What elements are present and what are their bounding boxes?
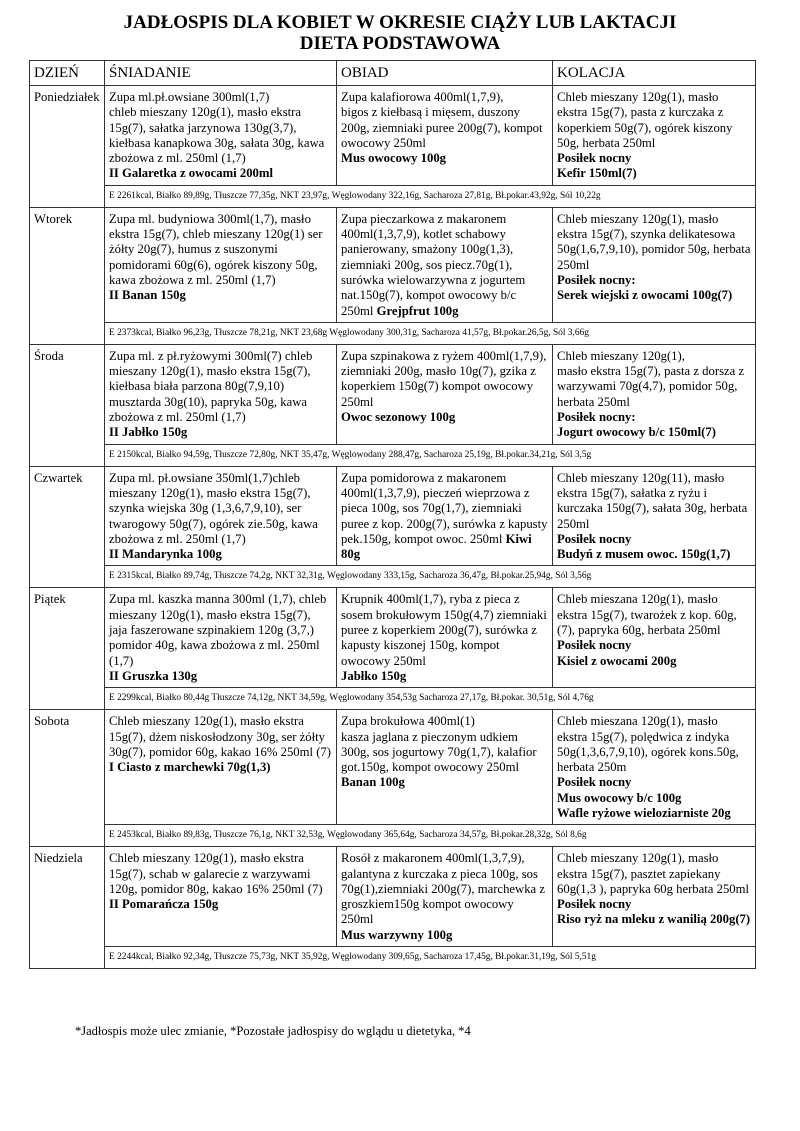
breakfast-cell xyxy=(105,847,337,947)
dinner-extra-item: Posiłek nocny: xyxy=(557,272,636,287)
lunch-text: Zupa pieczarkowa z makaronem 400ml(1,3,7,9), kotlet schabowy panierowany, smażony 100g(1,3), ziemniaki 200g, sos piecz.70g(1), surówka wielowarzywna z jogurtem nat.150g(7), kompot owocowy b/c 250ml Grejpfrut 100g xyxy=(341,211,526,318)
dinner-extra-item: Posiłek nocny xyxy=(557,531,632,546)
dinner-cell xyxy=(553,344,756,444)
dinner-extra-item: Jogurt owocowy b/c 150ml(7) xyxy=(557,425,716,440)
dinner-text: Chleb mieszany 120g(11), masło ekstra 15g(7), sałatka z ryżu i kurczaka 150g(7), sałata 30g, herbata 250ml xyxy=(557,470,748,531)
breakfast-cell xyxy=(105,207,337,322)
nutrition-info: E 2261kcal, Białko 89,89g, Tłuszcze 77,35g, NKT 23,97g, Węglowodany 322,16g, Sacharoza 27,81g, Bł.pokar.43,92g, Sól 10,22g xyxy=(105,185,756,207)
day-name: Niedziela xyxy=(30,847,105,969)
breakfast-text: chleb mieszany 120g(1), masło ekstra 15g(7), sałatka jarzynowa 130g(3,7), kiełbasa kanapkowa 30g, sałata 30g, kawa zbożowa z ml. 250ml (1,7) xyxy=(109,105,325,166)
breakfast-text: Zupa ml. budyniowa 300ml(1,7), masło ekstra 15g(7), chleb mieszany 120g(1) ser żółty 20g(7), humus z suszonymi pomidorami 60g(6), ogórek kiszony 50g, kawa zbożowa z ml. 250ml (1,7) xyxy=(109,211,323,287)
lunch-cell xyxy=(337,86,553,186)
dinner-cell xyxy=(553,86,756,186)
nutrition-row xyxy=(30,947,756,969)
dinner-extra-item: Mus owocowy b/c 100g xyxy=(557,790,682,805)
dinner-extra-item: Posiłek nocny: xyxy=(557,410,636,425)
lunch-text: Zupa szpinakowa z ryżem 400ml(1,7,9), ziemniaki 200g, masło 10g(7), gzika z koperkiem 150g(7) kompot owocowy 250ml xyxy=(341,348,547,409)
breakfast-cell xyxy=(105,588,337,688)
breakfast-text: Zupa ml.pł.owsiane 300ml(1,7) xyxy=(109,90,270,104)
day-row xyxy=(30,344,756,444)
breakfast-extra-item: II Banan 150g xyxy=(109,288,186,303)
header-breakfast: ŚNIADANIE xyxy=(105,61,337,86)
dinner-extra-item: Kefir 150ml(7) xyxy=(557,166,637,181)
dinner-text: Chleb mieszana 120g(1), masło ekstra 15g(7), twarożek z kop. 60g,(7), papryka 60g, herbata 250ml xyxy=(557,592,737,638)
lunch-cell xyxy=(337,466,553,566)
lunch-cell xyxy=(337,710,553,825)
lunch-text: Rosół z makaronem 400ml(1,3,7,9), galantyna z kurczaka z pieca 100g, sos 70g(1),ziemniaki 200g(7), marchewka z groszkiem150g kompot owocowy 250ml xyxy=(341,851,545,927)
day-row xyxy=(30,86,756,186)
nutrition-info: E 2453kcal, Białko 89,83g, Tłuszcze 76,1g, NKT 32,53g, Węglowodany 365,64g, Sacharoza 34,57g, Bł.pokar.28,32g, Sól 8,6g xyxy=(105,825,756,847)
breakfast-extra-item: II Galaretka z owocami 200ml xyxy=(109,166,273,181)
lunch-extra-item: Mus warzywny 100g xyxy=(341,927,453,942)
breakfast-text: Zupa ml. pł.owsiane 350ml(1,7)chleb mieszany 120g(1), masło ekstra 15g(7), szynka wiejska 30g (1,3,6,7,9,10), ser twarogowy 50g(7), ogórek zie.50g, kawa zbożowa z ml. 250ml (1,7) xyxy=(109,470,318,546)
header-lunch: OBIAD xyxy=(337,61,553,86)
lunch-text: bigos z kiełbasą i mięsem, duszony 200g, ziemniaki puree 200g(7), kompot owocowy 250ml xyxy=(341,105,543,150)
breakfast-extra-item: I Ciasto z marchewki 70g(1,3) xyxy=(109,760,271,775)
lunch-extra-item: Jabłko 150g xyxy=(341,668,407,683)
dinner-cell xyxy=(553,847,756,947)
day-name: Poniedziałek xyxy=(30,86,105,208)
header-dinner: KOLACJA xyxy=(553,61,756,86)
lunch-cell xyxy=(337,344,553,444)
dinner-text: Chleb mieszany 120g(1), masło ekstra 15g(7), pasztet zapiekany 60g(1,3 ), papryka 60g herbata 250ml Posiłek nocny xyxy=(557,851,750,912)
dinner-text: Chleb mieszany 120g(1), masło ekstra 15g(7), szynka delikatesowa 50g(1,6,7,9,10), pomidor 50g, herbata 250ml xyxy=(557,211,751,272)
breakfast-cell xyxy=(105,710,337,825)
lunch-text: Krupnik 400ml(1,7), ryba z pieca z sosem brokułowym 150g(4,7) ziemniaki puree z koperkiem 200g(7), surówka z kapusty kiszonej 150g, kompot owocowy 250ml xyxy=(341,592,547,668)
nutrition-row xyxy=(30,322,756,344)
nutrition-row xyxy=(30,185,756,207)
footer-note: *Jadłospis może ulec zmianie, *Pozostałe jadłospisy do wglądu u dietetyka, *4 xyxy=(75,1024,471,1038)
title-line-1: JADŁOSPIS DLA KOBIET W OKRESIE CIĄŻY LUB LAKTACJI xyxy=(123,12,677,33)
day-name: Czwartek xyxy=(30,466,105,588)
breakfast-text: Chleb mieszany 120g(1), masło ekstra 15g(7), dżem niskosłodzony 30g, ser żółty 30g(7), pomidor 60g, kakao 16% 250ml (7) xyxy=(109,714,331,759)
lunch-text: Zupa pomidorowa z makaronem 400ml(1,3,7,9), pieczeń wieprzowa z pieca 100g, sos 70g(1,7), ziemniaki puree z kop. 200g(7), surówka z kapusty pek.150g, kompot owoc. 250ml Kiwi 80g xyxy=(341,470,548,562)
breakfast-text: Zupa ml. z pł.ryżowymi 300ml(7) chleb mieszany 120g(1), masło ekstra 15g(7), kiełbasa biała parzona 80g(7,9,10) musztarda 30g(10), papryka 50g, kawa zbożowa z ml. 250ml (1,7) xyxy=(109,348,313,425)
dinner-extra-item: Posiłek nocny xyxy=(557,638,632,653)
menu-body xyxy=(30,86,756,969)
breakfast-extra-item: II Gruszka 130g xyxy=(109,668,198,683)
dinner-text: masło ekstra 15g(7), pasta z dorsza z warzywami 70g(4,7), pomidor 50g, herbata 250ml xyxy=(557,364,745,409)
breakfast-extra-item: II Pomarańcza 150g xyxy=(109,897,219,912)
nutrition-row xyxy=(30,825,756,847)
nutrition-row xyxy=(30,688,756,710)
lunch-text: kasza jaglana z pieczonym udkiem 300g, sos jogurtowy 70g(1,7), kalafior got.150g, kompot owocowy 250ml xyxy=(341,729,537,775)
breakfast-extra-item: II Jabłko 150g xyxy=(109,425,188,440)
day-row xyxy=(30,207,756,322)
lunch-text: Zupa kalafiorowa 400ml(1,7,9), xyxy=(341,90,504,104)
nutrition-info: E 2373kcal, Białko 96,23g, Tłuszcze 78,21g, NKT 23,68g Węglowodany 300,31g, Sacharoza 41,57g, Bł.pokar.26,5g, Sól 3,66g xyxy=(105,322,756,344)
day-row xyxy=(30,466,756,566)
nutrition-row xyxy=(30,444,756,466)
lunch-extra-item: Banan 100g xyxy=(341,775,405,790)
lunch-text: Zupa brokułowa 400ml(1) xyxy=(341,714,475,729)
nutrition-info: E 2244kcal, Białko 92,34g, Tłuszcze 75,73g, NKT 35,92g, Węglowodany 309,65g, Sacharoza 17,45g, Bł.pokar.31,19g, Sól 5,51g xyxy=(105,947,756,969)
day-name: Wtorek xyxy=(30,207,105,344)
nutrition-row xyxy=(30,566,756,588)
lunch-extra-item: Kiwi 80g xyxy=(341,531,532,562)
dinner-extra-item: Riso ryż na mleku z wanilią 200g(7) xyxy=(557,912,751,927)
dinner-extra-item: Posiłek nocny xyxy=(557,775,632,790)
dinner-extra-item: Wafle ryżowe wieloziarniste 20g xyxy=(557,805,731,820)
dinner-cell xyxy=(553,207,756,322)
day-row xyxy=(30,588,756,688)
dinner-cell xyxy=(553,710,756,825)
lunch-cell xyxy=(337,588,553,688)
document-title xyxy=(0,12,800,54)
dinner-text: Chleb mieszana 120g(1), masło ekstra 15g(7), polędwica z indyka 50g(1,3,6,7,9,10), ogórek kons.50g, herbata 250m xyxy=(557,714,739,775)
breakfast-text: Zupa ml. kaszka manna 300ml (1,7), chleb mieszany 120g(1), masło ekstra 15g(7), jaja faszerowane szpinakiem 120g (3,7,) pomidor 40g, kawa zbożowa z ml. 250ml (1,7) xyxy=(109,592,327,668)
dinner-cell xyxy=(553,588,756,688)
nutrition-info: E 2315kcal, Białko 89,74g, Tłuszcze 74,2g, NKT 32,31g, Węglowodany 333,15g, Sacharoza 36,47g, Bł.pokar.25,94g, Sól 3,56g xyxy=(105,566,756,588)
day-name: Sobota xyxy=(30,710,105,847)
nutrition-info: E 2150kcal, Białko 94,59g, Tłuszcze 72,80g, NKT 35,47g, Węglowodany 288,47g, Sacharoza 25,19g, Bł.pokar.34,21g, Sól 3,5g xyxy=(105,444,756,466)
menu-table xyxy=(29,60,756,969)
dinner-extra-item: Posiłek nocny xyxy=(557,151,632,166)
breakfast-cell xyxy=(105,344,337,444)
lunch-extra-item: Grejpfrut 100g xyxy=(376,303,459,318)
breakfast-cell xyxy=(105,86,337,186)
day-name: Środa xyxy=(30,344,105,466)
dinner-extra-item: Posiłek nocny xyxy=(557,897,632,912)
nutrition-info: E 2299kcal, Białko 80,44g Tłuszcze 74,12g, NKT 34,59g, Węglowodany 354,53g Sacharoza 27,17g, Bł.pokar. 30,51g, Sól 4,76g xyxy=(105,688,756,710)
header-row xyxy=(30,61,756,86)
breakfast-extra-item: II Mandarynka 100g xyxy=(109,547,222,562)
lunch-cell xyxy=(337,847,553,947)
day-row xyxy=(30,847,756,947)
breakfast-text: Chleb mieszany 120g(1), masło ekstra 15g(7), schab w galarecie z warzywami 120g, pomidor 80g, kakao 16% 250ml (7) xyxy=(109,851,323,896)
header-day: DZIEŃ xyxy=(30,61,105,86)
dinner-extra-item: Kisiel z owocami 200g xyxy=(557,653,677,668)
lunch-extra-item: Owoc sezonowy 100g xyxy=(341,410,456,425)
day-row xyxy=(30,710,756,825)
dinner-text: Chleb mieszany 120g(1), masło ekstra 15g(7), pasta z kurczaka z koperkiem 50g(7), ogórek kiszony 50g, herbata 250ml xyxy=(557,90,733,150)
dinner-cell xyxy=(553,466,756,566)
breakfast-cell xyxy=(105,466,337,566)
lunch-extra-item: Mus owocowy 100g xyxy=(341,151,447,166)
dinner-text: Chleb mieszany 120g(1), xyxy=(557,348,685,363)
lunch-cell xyxy=(337,207,553,322)
day-name: Piątek xyxy=(30,588,105,710)
dinner-extra-item: Serek wiejski z owocami 100g(7) xyxy=(557,288,733,303)
dinner-extra-item: Budyń z musem owoc. 150g(1,7) xyxy=(557,547,731,562)
title-line-2: DIETA PODSTAWOWA xyxy=(299,33,501,54)
